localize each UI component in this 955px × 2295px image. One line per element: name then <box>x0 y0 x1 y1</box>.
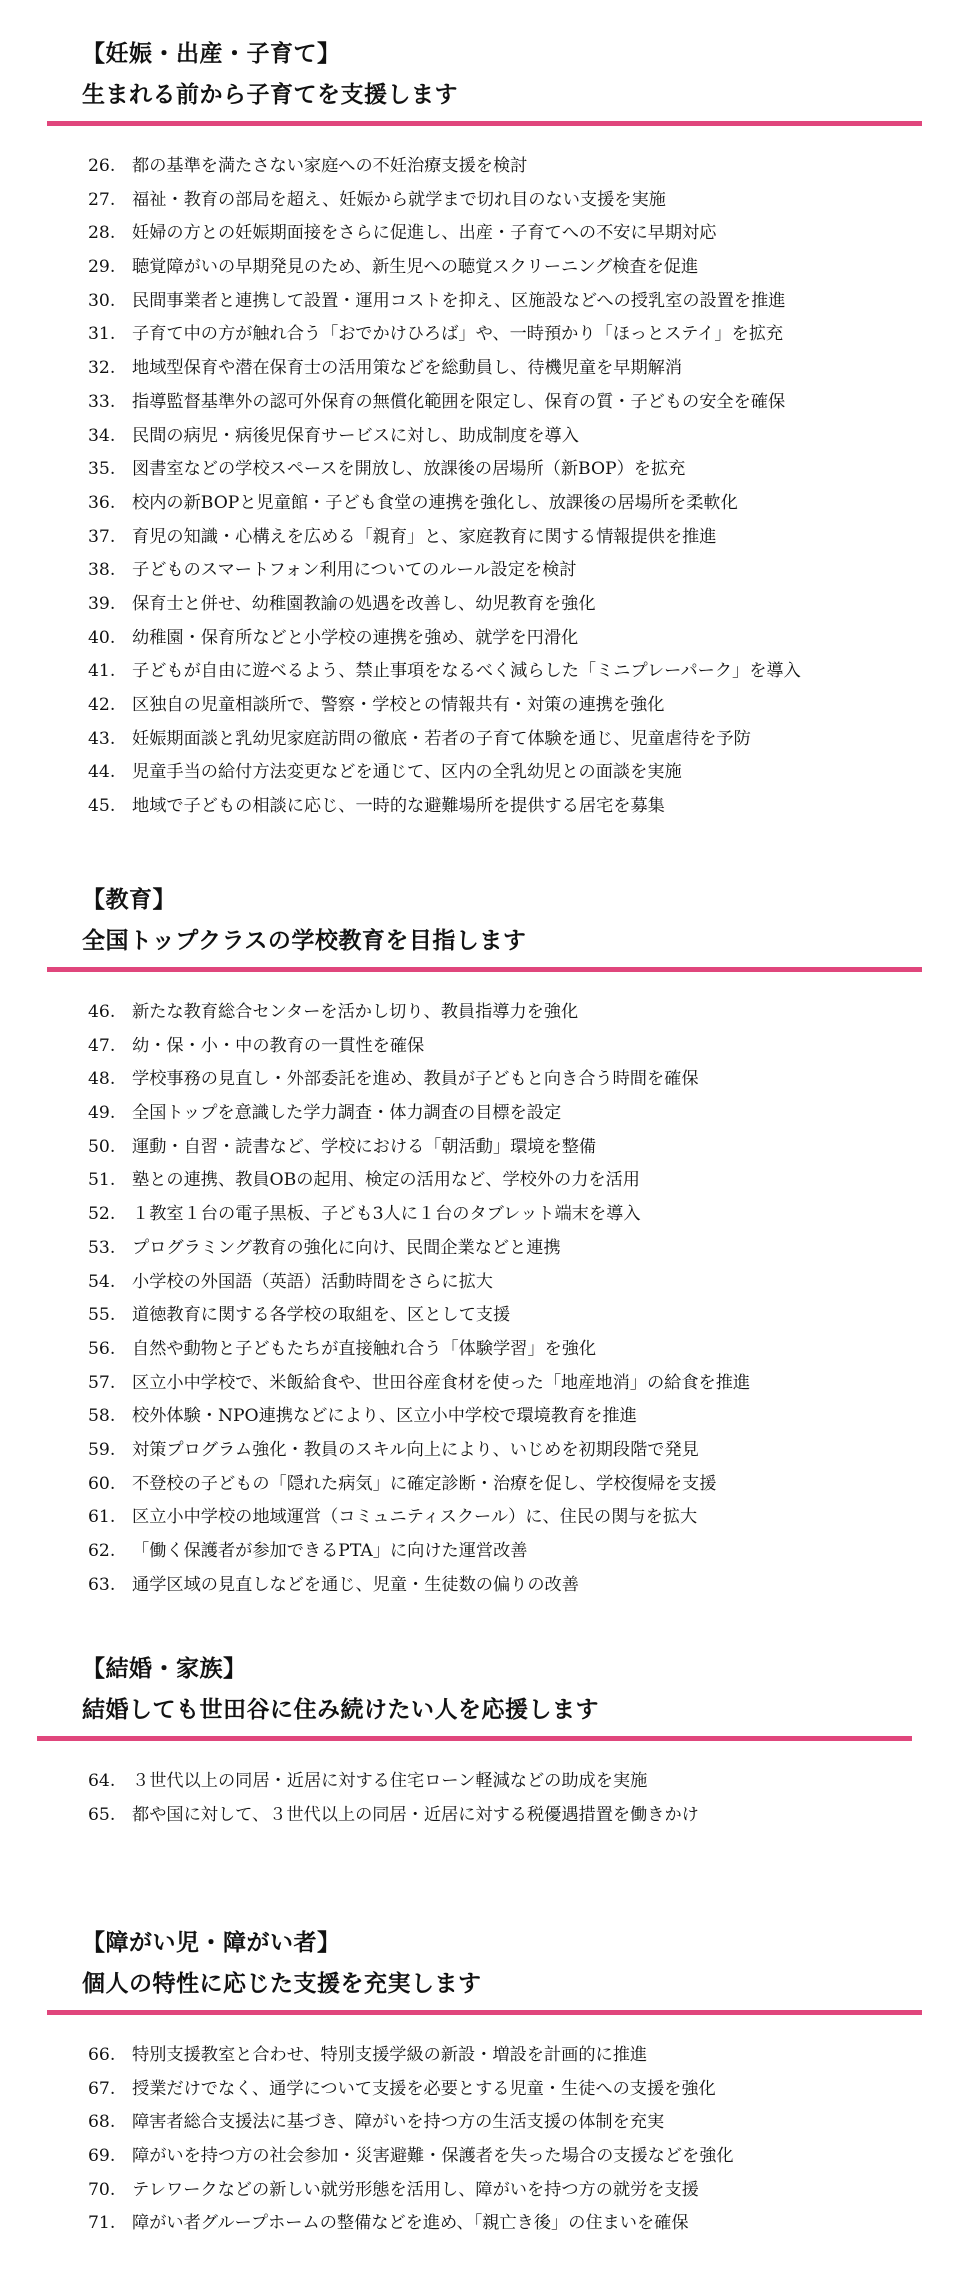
item-text: 新たな教育総合センターを活かし切り、教員指導力を強化 <box>132 1002 579 1022</box>
item-text: 塾との連携、教員OBの起用、検定の活用など、学校外の力を活用 <box>132 1170 640 1191</box>
item-text: 自然や動物と子どもたちが直接触れ合う「体験学習」を強化 <box>132 1338 597 1359</box>
section-disability <box>0 1927 955 2234</box>
item-text: 障がいを持つ方の社会参加・災害避難・保護者を失った場合の支援などを強化 <box>132 2146 734 2167</box>
list-item <box>88 756 801 790</box>
item-number: 56. <box>88 1338 116 1359</box>
item-number: 28. <box>88 223 116 244</box>
item-text: 不登校の子どもの「隠れた病気」に確定診断・治療を促し、学校復帰を支援 <box>132 1473 717 1494</box>
list-item <box>88 1097 750 1131</box>
item-number: 69. <box>88 2146 116 2167</box>
section-header <box>82 884 955 957</box>
item-text: 全国トップを意識した学力調査・体力調査の目標を設定 <box>132 1103 562 1124</box>
list-item <box>88 2174 734 2208</box>
item-number: 70. <box>88 2179 116 2200</box>
item-text: 聴覚障がいの早期発見のため、新生児への聴覚スクリーニング検査を促進 <box>132 257 699 278</box>
item-number: 29. <box>88 257 116 278</box>
item-text: 幼稚園・保育所などと小学校の連携を強め、就学を円滑化 <box>132 627 579 648</box>
item-number: 40. <box>88 627 116 648</box>
section-category: 【教育】 <box>82 887 176 913</box>
list-item <box>88 1799 699 1833</box>
item-number: 55. <box>88 1305 116 1326</box>
list-item <box>88 386 801 420</box>
list-item <box>88 184 801 218</box>
item-number: 47. <box>88 1035 116 1056</box>
item-text: 子どもが自由に遊べるよう、禁止事項をなるべく減らした「ミニプレーパーク」を導入 <box>132 661 801 682</box>
list-item <box>88 1299 750 1333</box>
list-item <box>88 2140 734 2174</box>
item-number: 49. <box>88 1103 116 1124</box>
item-text: 幼・保・小・中の教育の一貫性を確保 <box>132 1035 425 1056</box>
list-item <box>88 655 801 689</box>
list-item <box>88 1030 750 1064</box>
item-number: 39. <box>88 593 116 614</box>
list-item <box>88 1063 750 1097</box>
item-text: 妊婦の方との妊娠期面接をさらに促進し、出産・子育てへの不安に早期対応 <box>132 223 717 244</box>
policy-list <box>88 1765 699 1832</box>
item-text: テレワークなどの新しい就労形態を活用し、障がいを持つ方の就労を支援 <box>132 2179 699 2200</box>
section-header <box>82 1653 955 1726</box>
list-item <box>88 285 801 319</box>
item-number: 33. <box>88 391 116 412</box>
item-number: 36. <box>88 492 116 513</box>
list-item <box>88 689 801 723</box>
list-item <box>88 1333 750 1367</box>
item-number: 42. <box>88 695 116 715</box>
item-text: 「働く保護者が参加できるPTA」に向けた運営改善 <box>132 1541 528 1561</box>
item-text: 障害者総合支援法に基づき、障がいを持つ方の生活支援の体制を充実 <box>132 2112 665 2133</box>
item-number: 46. <box>88 1002 116 1022</box>
item-text: 子どものスマートフォン利用についてのルール設定を検討 <box>132 560 577 581</box>
list-item <box>88 1164 750 1198</box>
section-divider <box>47 2010 922 2015</box>
list-item <box>88 1501 750 1535</box>
policy-list <box>88 2039 734 2241</box>
item-number: 63. <box>88 1574 116 1595</box>
list-item <box>88 723 801 757</box>
list-item <box>88 1765 699 1799</box>
item-text: 特別支援教室と合わせ、特別支援学級の新設・増設を計画的に推進 <box>132 2045 648 2065</box>
list-item <box>88 1198 750 1232</box>
item-text: 区立小中学校で、米飯給食や、世田谷産食材を使った「地産地消」の給食を推進 <box>132 1372 751 1393</box>
item-number: 66. <box>88 2045 116 2065</box>
section-header <box>82 1927 955 2000</box>
item-number: 45. <box>88 796 116 817</box>
list-item <box>88 453 801 487</box>
list-item <box>88 790 801 824</box>
item-number: 44. <box>88 762 116 783</box>
policy-list <box>88 150 801 824</box>
item-text: 授業だけでなく、通学について支援を必要とする児童・生徒への支援を強化 <box>132 2078 716 2099</box>
item-text: 道徳教育に関する各学校の取組を、区として支援 <box>132 1305 511 1326</box>
item-text: １教室１台の電子黒板、子ども3人に１台のタブレット端末を導入 <box>132 1204 641 1225</box>
item-number: 71. <box>88 2213 116 2234</box>
item-number: 43. <box>88 728 116 749</box>
item-text: 児童手当の給付方法変更などを通じて、区内の全乳幼児との面談を実施 <box>132 762 682 783</box>
item-number: 60. <box>88 1473 116 1494</box>
item-number: 31. <box>88 324 116 345</box>
list-item <box>88 1468 750 1502</box>
item-text: 図書室などの学校スペースを開放し、放課後の居場所（新BOP）を拡充 <box>132 459 686 480</box>
item-number: 48. <box>88 1069 116 1090</box>
item-text: 地域で子どもの相談に応じ、一時的な避難場所を提供する居宅を募集 <box>132 796 665 817</box>
item-number: 27. <box>88 189 116 210</box>
list-item <box>88 622 801 656</box>
list-item <box>88 487 801 521</box>
list-item <box>88 521 801 555</box>
item-text: 育児の知識・心構えを広める「親育」と、家庭教育に関する情報提供を推進 <box>132 526 717 547</box>
item-text: 対策プログラム強化・教員のスキル向上により、いじめを初期段階で発見 <box>132 1439 699 1460</box>
section-category: 【障がい児・障がい者】 <box>82 1930 341 1956</box>
list-item <box>88 1367 750 1401</box>
item-number: 37. <box>88 526 116 547</box>
item-text: 校外体験・NPO連携などにより、区立小中学校で環境教育を推進 <box>132 1406 637 1427</box>
list-item <box>88 217 801 251</box>
item-number: 34. <box>88 425 116 446</box>
list-item <box>88 1569 750 1603</box>
item-text: 妊娠期面談と乳幼児家庭訪問の徹底・若者の子育て体験を通じ、児童虐待を予防 <box>132 728 751 749</box>
item-text: プログラミング教育の強化に向け、民間企業などと連携 <box>132 1237 561 1258</box>
list-item <box>88 2073 734 2107</box>
item-number: 53. <box>88 1237 116 1258</box>
list-item <box>88 1266 750 1300</box>
item-number: 68. <box>88 2112 116 2133</box>
section-title: 個人の特性に応じた支援を充実します <box>82 1971 482 1997</box>
list-item <box>88 588 801 622</box>
list-item <box>88 1131 750 1165</box>
list-item <box>88 996 750 1030</box>
item-number: 52. <box>88 1204 116 1225</box>
section-divider <box>37 1736 912 1741</box>
item-number: 50. <box>88 1136 116 1157</box>
list-item <box>88 2039 734 2073</box>
list-item <box>88 150 801 184</box>
list-item <box>88 2106 734 2140</box>
item-number: 67. <box>88 2078 116 2099</box>
section-header <box>82 38 955 111</box>
item-number: 26. <box>88 156 116 176</box>
item-text: 校内の新BOPと児童館・子ども食堂の連携を強化し、放課後の居場所を柔軟化 <box>132 492 738 513</box>
section-title: 結婚しても世田谷に住み続けたい人を応援します <box>82 1697 599 1723</box>
item-text: 通学区域の見直しなどを通じ、児童・生徒数の偏りの改善 <box>132 1574 579 1595</box>
item-text: 民間事業者と連携して設置・運用コストを抑え、区施設などへの授乳室の設置を推進 <box>132 290 786 311</box>
item-text: 指導監督基準外の認可外保育の無償化範囲を限定し、保育の質・子どもの安全を確保 <box>132 391 786 412</box>
item-number: 61. <box>88 1507 116 1528</box>
section-education <box>0 884 955 1595</box>
list-item <box>88 1535 750 1569</box>
list-item <box>88 318 801 352</box>
list-item <box>88 352 801 386</box>
section-divider <box>47 967 922 972</box>
item-text: ３世代以上の同居・近居に対する住宅ローン軽減などの助成を実施 <box>132 1771 648 1791</box>
item-text: 保育士と併せ、幼稚園教諭の処遇を改善し、幼児教育を強化 <box>132 593 596 614</box>
list-item <box>88 420 801 454</box>
list-item <box>88 554 801 588</box>
list-item <box>88 1400 750 1434</box>
item-text: 地域型保育や潜在保育士の活用策などを総動員し、待機児童を早期解消 <box>132 358 683 379</box>
item-number: 64. <box>88 1771 116 1791</box>
list-item <box>88 1434 750 1468</box>
item-number: 65. <box>88 1804 116 1825</box>
list-item <box>88 251 801 285</box>
item-text: 民間の病児・病後児保育サービスに対し、助成制度を導入 <box>132 425 579 446</box>
section-category: 【結婚・家族】 <box>82 1656 247 1682</box>
item-text: 運動・自習・読書など、学校における「朝活動」環境を整備 <box>132 1136 597 1157</box>
item-text: 子育て中の方が触れ合う「おでかけひろば」や、一時預かり「ほっとステイ」を拡充 <box>132 324 784 345</box>
section-divider <box>47 121 922 126</box>
section-title: 全国トップクラスの学校教育を目指します <box>82 928 527 954</box>
item-text: 都の基準を満たさない家庭への不妊治療支援を検討 <box>132 156 528 176</box>
item-number: 41. <box>88 661 116 682</box>
item-number: 32. <box>88 358 116 379</box>
item-number: 54. <box>88 1271 116 1292</box>
item-text: 都や国に対して、３世代以上の同居・近居に対する税優遇措置を働きかけ <box>132 1804 699 1825</box>
item-number: 30. <box>88 290 116 311</box>
section-title: 生まれる前から子育てを支援します <box>82 82 458 108</box>
item-text: 障がい者グループホームの整備などを進め、「親亡き後」の住まいを確保 <box>132 2213 689 2234</box>
list-item <box>88 1232 750 1266</box>
section-pregnancy-childcare <box>0 38 955 817</box>
item-text: 区立小中学校の地域運営（コミュニティスクール）に、住民の関与を拡大 <box>132 1507 698 1528</box>
item-number: 51. <box>88 1170 116 1191</box>
item-number: 59. <box>88 1439 116 1460</box>
item-text: 区独自の児童相談所で、警察・学校との情報共有・対策の連携を強化 <box>132 695 665 715</box>
item-number: 35. <box>88 459 116 480</box>
section-category: 【妊娠・出産・子育て】 <box>82 41 341 67</box>
item-text: 小学校の外国語（英語）活動時間をさらに拡大 <box>132 1271 493 1292</box>
item-number: 38. <box>88 560 116 581</box>
section-marriage-family <box>0 1653 955 1825</box>
item-number: 57. <box>88 1372 116 1393</box>
list-item <box>88 2207 734 2241</box>
item-text: 学校事務の見直し・外部委託を進め、教員が子どもと向き合う時間を確保 <box>132 1069 699 1090</box>
item-number: 58. <box>88 1406 116 1427</box>
item-number: 62. <box>88 1541 116 1561</box>
policy-list <box>88 996 750 1602</box>
item-text: 福祉・教育の部局を超え、妊娠から就学まで切れ目のない支援を実施 <box>132 189 666 210</box>
